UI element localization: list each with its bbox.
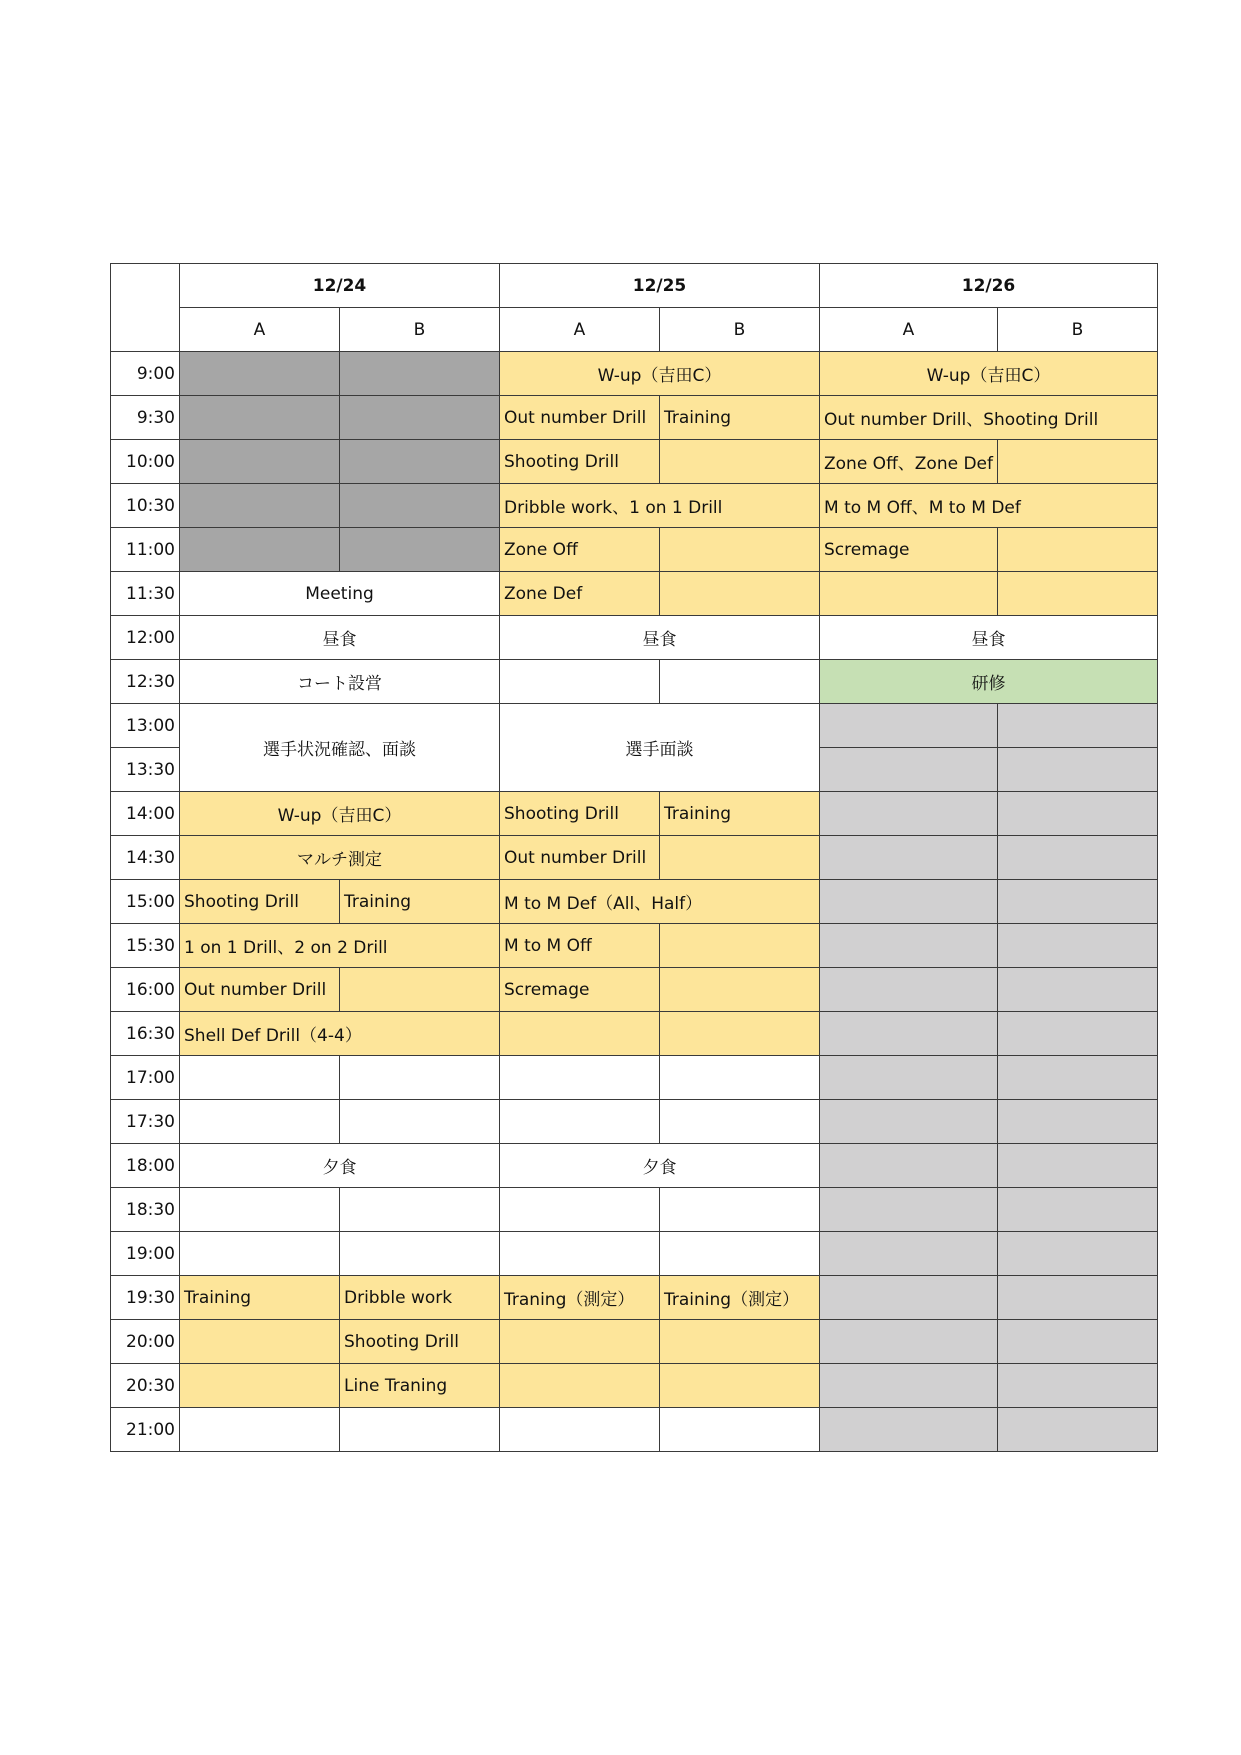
empty-cell (340, 352, 500, 396)
activity-cell: Traning（測定） (500, 1276, 660, 1320)
empty-cell (820, 880, 998, 924)
activity-cell: 夕食 (180, 1144, 500, 1188)
activity-cell: Out number Drill、Shooting Drill (820, 396, 1158, 440)
empty-cell (660, 1364, 820, 1408)
time-label: 14:30 (111, 836, 180, 880)
empty-cell (180, 1408, 340, 1452)
empty-cell (998, 1232, 1158, 1276)
time-row (111, 1012, 1158, 1056)
activity-cell: Dribble work (340, 1276, 500, 1320)
empty-cell (180, 1364, 340, 1408)
empty-cell (820, 704, 998, 748)
activity-cell: 昼食 (180, 616, 500, 660)
empty-cell (500, 1232, 660, 1276)
empty-cell (340, 1232, 500, 1276)
corner-cell (111, 264, 180, 352)
time-label: 17:00 (111, 1056, 180, 1100)
empty-cell (998, 1276, 1158, 1320)
date-header-1224: 12/24 (180, 264, 500, 308)
empty-cell (998, 924, 1158, 968)
empty-cell (500, 1320, 660, 1364)
time-row (111, 792, 1158, 836)
time-label: 20:00 (111, 1320, 180, 1364)
activity-cell: Shooting Drill (500, 440, 660, 484)
empty-cell (500, 1012, 660, 1056)
time-row (111, 1056, 1158, 1100)
time-label: 15:30 (111, 924, 180, 968)
group-header-row (111, 308, 1158, 352)
empty-cell (820, 924, 998, 968)
activity-cell: マルチ測定 (180, 836, 500, 880)
empty-cell (180, 1232, 340, 1276)
group-header-b: B (998, 308, 1158, 352)
empty-cell (998, 836, 1158, 880)
activity-cell: Scremage (820, 528, 998, 572)
activity-cell: Line Traning (340, 1364, 500, 1408)
time-row (111, 1188, 1158, 1232)
empty-cell (500, 1056, 660, 1100)
empty-cell (340, 528, 500, 572)
time-row (111, 528, 1158, 572)
date-header-1226: 12/26 (820, 264, 1158, 308)
empty-cell (340, 440, 500, 484)
activity-cell: コート設営 (180, 660, 500, 704)
empty-cell (660, 1188, 820, 1232)
empty-cell (998, 1056, 1158, 1100)
empty-cell (820, 1012, 998, 1056)
date-header-row (111, 264, 1158, 308)
activity-cell: Shell Def Drill（4-4） (180, 1012, 500, 1056)
empty-cell (998, 792, 1158, 836)
empty-cell (660, 572, 820, 616)
empty-cell (820, 1276, 998, 1320)
empty-cell (180, 352, 340, 396)
empty-cell (180, 1188, 340, 1232)
activity-cell: M to M Def（All、Half） (500, 880, 820, 924)
activity-cell: Scremage (500, 968, 660, 1012)
time-row (111, 396, 1158, 440)
time-row (111, 1364, 1158, 1408)
activity-cell: Zone Def (500, 572, 660, 616)
empty-cell (660, 968, 820, 1012)
empty-cell (820, 1232, 998, 1276)
empty-cell (998, 528, 1158, 572)
time-row (111, 660, 1158, 704)
empty-cell (820, 1188, 998, 1232)
empty-cell (340, 396, 500, 440)
time-row (111, 1320, 1158, 1364)
activity-cell: Training (660, 396, 820, 440)
time-label: 19:00 (111, 1232, 180, 1276)
activity-cell: W-up（吉田C） (180, 792, 500, 836)
empty-cell (660, 1012, 820, 1056)
activity-cell: Out number Drill (180, 968, 340, 1012)
time-label: 9:30 (111, 396, 180, 440)
empty-cell (998, 1100, 1158, 1144)
time-row (111, 1276, 1158, 1320)
empty-cell (660, 1320, 820, 1364)
time-row (111, 1100, 1158, 1144)
activity-cell: 1 on 1 Drill、2 on 2 Drill (180, 924, 500, 968)
empty-cell (660, 1408, 820, 1452)
schedule-table (110, 263, 1158, 1452)
time-label: 12:30 (111, 660, 180, 704)
time-label: 11:30 (111, 572, 180, 616)
empty-cell (820, 1408, 998, 1452)
empty-cell (998, 572, 1158, 616)
empty-cell (820, 968, 998, 1012)
activity-cell: Shooting Drill (500, 792, 660, 836)
empty-cell (998, 704, 1158, 748)
time-row (111, 968, 1158, 1012)
empty-cell (180, 396, 340, 440)
time-label: 21:00 (111, 1408, 180, 1452)
empty-cell (998, 1012, 1158, 1056)
empty-cell (998, 1320, 1158, 1364)
empty-cell (660, 836, 820, 880)
empty-cell (998, 880, 1158, 924)
time-row (111, 1408, 1158, 1452)
activity-cell: M to M Off、M to M Def (820, 484, 1158, 528)
activity-cell: M to M Off (500, 924, 660, 968)
time-row (111, 1144, 1158, 1188)
empty-cell (340, 1056, 500, 1100)
activity-cell: Out number Drill (500, 836, 660, 880)
activity-cell: Out number Drill (500, 396, 660, 440)
empty-cell (500, 660, 660, 704)
time-row (111, 880, 1158, 924)
empty-cell (998, 440, 1158, 484)
empty-cell (998, 1144, 1158, 1188)
time-row (111, 572, 1158, 616)
time-label: 20:30 (111, 1364, 180, 1408)
activity-cell: Training（測定） (660, 1276, 820, 1320)
activity-cell: Meeting (180, 572, 500, 616)
time-label: 10:00 (111, 440, 180, 484)
time-label: 16:30 (111, 1012, 180, 1056)
time-row (111, 704, 1158, 748)
time-label: 12:00 (111, 616, 180, 660)
empty-cell (340, 1408, 500, 1452)
empty-cell (340, 1100, 500, 1144)
activity-cell: Shooting Drill (340, 1320, 500, 1364)
time-row (111, 924, 1158, 968)
empty-cell (180, 1100, 340, 1144)
time-label: 18:00 (111, 1144, 180, 1188)
time-label: 16:00 (111, 968, 180, 1012)
empty-cell (340, 968, 500, 1012)
empty-cell (820, 1320, 998, 1364)
time-row (111, 1232, 1158, 1276)
activity-cell: Training (660, 792, 820, 836)
empty-cell (998, 1364, 1158, 1408)
activity-cell: 研修 (820, 660, 1158, 704)
empty-cell (340, 1188, 500, 1232)
group-header-a: A (820, 308, 998, 352)
empty-cell (500, 1364, 660, 1408)
time-label: 13:00 (111, 704, 180, 748)
empty-cell (820, 1144, 998, 1188)
activity-cell: Training (180, 1276, 340, 1320)
empty-cell (500, 1100, 660, 1144)
time-row (111, 616, 1158, 660)
empty-cell (998, 1188, 1158, 1232)
empty-cell (340, 484, 500, 528)
activity-cell: W-up（吉田C） (820, 352, 1158, 396)
empty-cell (180, 484, 340, 528)
empty-cell (820, 572, 998, 616)
empty-cell (660, 1056, 820, 1100)
empty-cell (820, 748, 998, 792)
empty-cell (660, 1100, 820, 1144)
empty-cell (660, 660, 820, 704)
empty-cell (998, 968, 1158, 1012)
activity-cell: Zone Off、Zone Def (820, 440, 998, 484)
activity-cell: W-up（吉田C） (500, 352, 820, 396)
time-label: 15:00 (111, 880, 180, 924)
empty-cell (660, 1232, 820, 1276)
group-header-b: B (660, 308, 820, 352)
activity-cell: 昼食 (820, 616, 1158, 660)
date-header-1225: 12/25 (500, 264, 820, 308)
time-label: 17:30 (111, 1100, 180, 1144)
empty-cell (820, 1056, 998, 1100)
empty-cell (820, 792, 998, 836)
group-header-b: B (340, 308, 500, 352)
time-row (111, 440, 1158, 484)
empty-cell (820, 836, 998, 880)
time-label: 9:00 (111, 352, 180, 396)
empty-cell (820, 1364, 998, 1408)
time-label: 10:30 (111, 484, 180, 528)
empty-cell (820, 1100, 998, 1144)
empty-cell (180, 1056, 340, 1100)
activity-cell: 選手面談 (500, 704, 820, 792)
group-header-a: A (500, 308, 660, 352)
activity-cell: Dribble work、1 on 1 Drill (500, 484, 820, 528)
activity-cell: Shooting Drill (180, 880, 340, 924)
time-row (111, 836, 1158, 880)
empty-cell (180, 440, 340, 484)
empty-cell (660, 924, 820, 968)
empty-cell (500, 1188, 660, 1232)
activity-cell: 夕食 (500, 1144, 820, 1188)
empty-cell (998, 1408, 1158, 1452)
time-row (111, 484, 1158, 528)
empty-cell (998, 748, 1158, 792)
activity-cell: Training (340, 880, 500, 924)
time-label: 13:30 (111, 748, 180, 792)
time-label: 11:00 (111, 528, 180, 572)
empty-cell (660, 528, 820, 572)
activity-cell: Zone Off (500, 528, 660, 572)
time-label: 18:30 (111, 1188, 180, 1232)
activity-cell: 選手状況確認、面談 (180, 704, 500, 792)
empty-cell (180, 1320, 340, 1364)
empty-cell (500, 1408, 660, 1452)
empty-cell (180, 528, 340, 572)
group-header-a: A (180, 308, 340, 352)
time-label: 19:30 (111, 1276, 180, 1320)
time-row (111, 352, 1158, 396)
empty-cell (660, 440, 820, 484)
activity-cell: 昼食 (500, 616, 820, 660)
time-label: 14:00 (111, 792, 180, 836)
